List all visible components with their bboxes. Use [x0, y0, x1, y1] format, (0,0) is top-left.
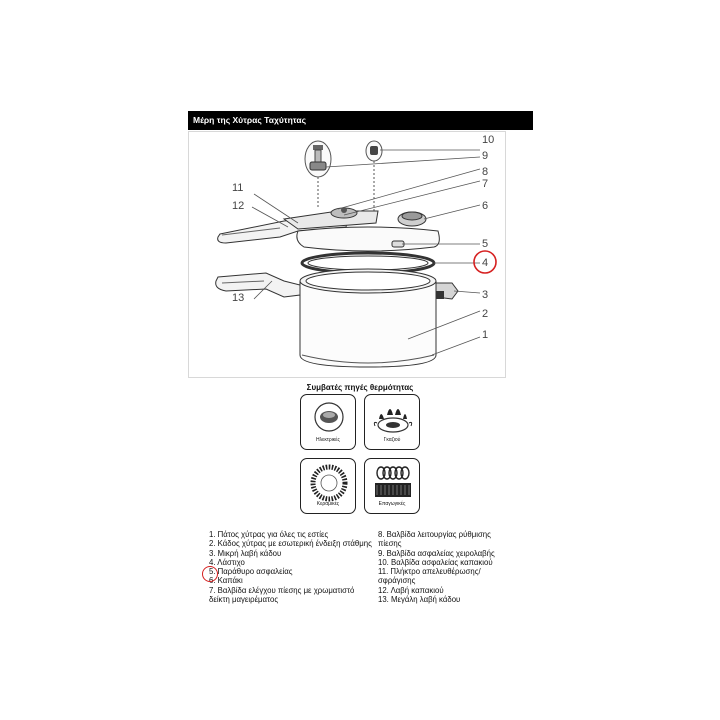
page-title: Μέρη της Χύτρας Ταχύτητας — [188, 111, 533, 130]
list-item: 5. Παράθυρο ασφαλείας — [209, 567, 293, 577]
callout-8: 8 — [482, 166, 489, 178]
heat-source-label: Κεραμικές — [316, 501, 340, 507]
valve-9-exploded — [305, 141, 331, 207]
parts-list-right — [378, 530, 510, 604]
list-item: 12. Λαβή καπακιού — [378, 585, 444, 595]
callout-10: 10 — [482, 134, 495, 146]
parts-list-left — [209, 530, 374, 604]
heat-source-label: Γκαζιού — [383, 437, 401, 443]
callout-3: 3 — [482, 289, 489, 301]
callout-5: 5 — [482, 238, 489, 250]
callout-6: 6 — [482, 200, 489, 212]
callout-9: 9 — [482, 150, 489, 162]
callout-12: 12 — [232, 200, 245, 212]
valve-10-exploded — [366, 141, 382, 213]
list-item: 2. Κάδος χύτρας με εσωτερική ένδειξη στάθμης — [209, 539, 372, 549]
list-item: 4. Λάστιχο — [209, 557, 245, 567]
list-item: 9. Βαλβίδα ασφαλείας χειρολαβής — [378, 548, 495, 558]
list-item: 13. Μεγάλη λαβή κάδου — [378, 595, 461, 605]
pot-body — [216, 269, 458, 367]
callout-11: 11 — [232, 182, 244, 194]
heat-source-label: Επαγωγικές — [378, 501, 406, 507]
highlight-list-item-4 — [202, 566, 218, 582]
heat-source-label: Ηλεκτρικές — [316, 437, 340, 443]
list-item: 10. Βαλβίδα ασφαλείας καπακιού — [378, 557, 493, 567]
list-item: 11. Πλήκτρο απελευθέρωσης/σφράγισης — [378, 567, 481, 586]
callout-7: 7 — [482, 178, 489, 190]
heat-source-ceramic — [300, 458, 356, 514]
list-item: 1. Πάτος χύτρας για όλες τις εστίες — [209, 530, 329, 539]
callout-2: 2 — [482, 308, 489, 320]
heat-source-gas — [364, 394, 420, 450]
callout-4: 4 — [482, 257, 489, 269]
callout-13: 13 — [232, 292, 245, 304]
pressure-cooker-diagram — [188, 131, 506, 378]
heat-source-induction — [364, 458, 420, 514]
list-item: 7. Βαλβίδα ελέγχου πίεσης με χρωματιστό δείκτη μαγειρέματος — [209, 585, 355, 605]
list-item: 8. Βαλβίδα λειτουργίας ρύθμισης πίεσης — [378, 530, 491, 549]
list-item: 3. Μικρή λαβή κάδου — [209, 548, 282, 558]
callout-1: 1 — [482, 329, 489, 341]
heat-sources-title: Συμβατές πηγές θερμότητας — [306, 383, 414, 392]
list-item: 6. Καπάκι — [209, 576, 243, 586]
heat-source-electric — [300, 394, 356, 450]
